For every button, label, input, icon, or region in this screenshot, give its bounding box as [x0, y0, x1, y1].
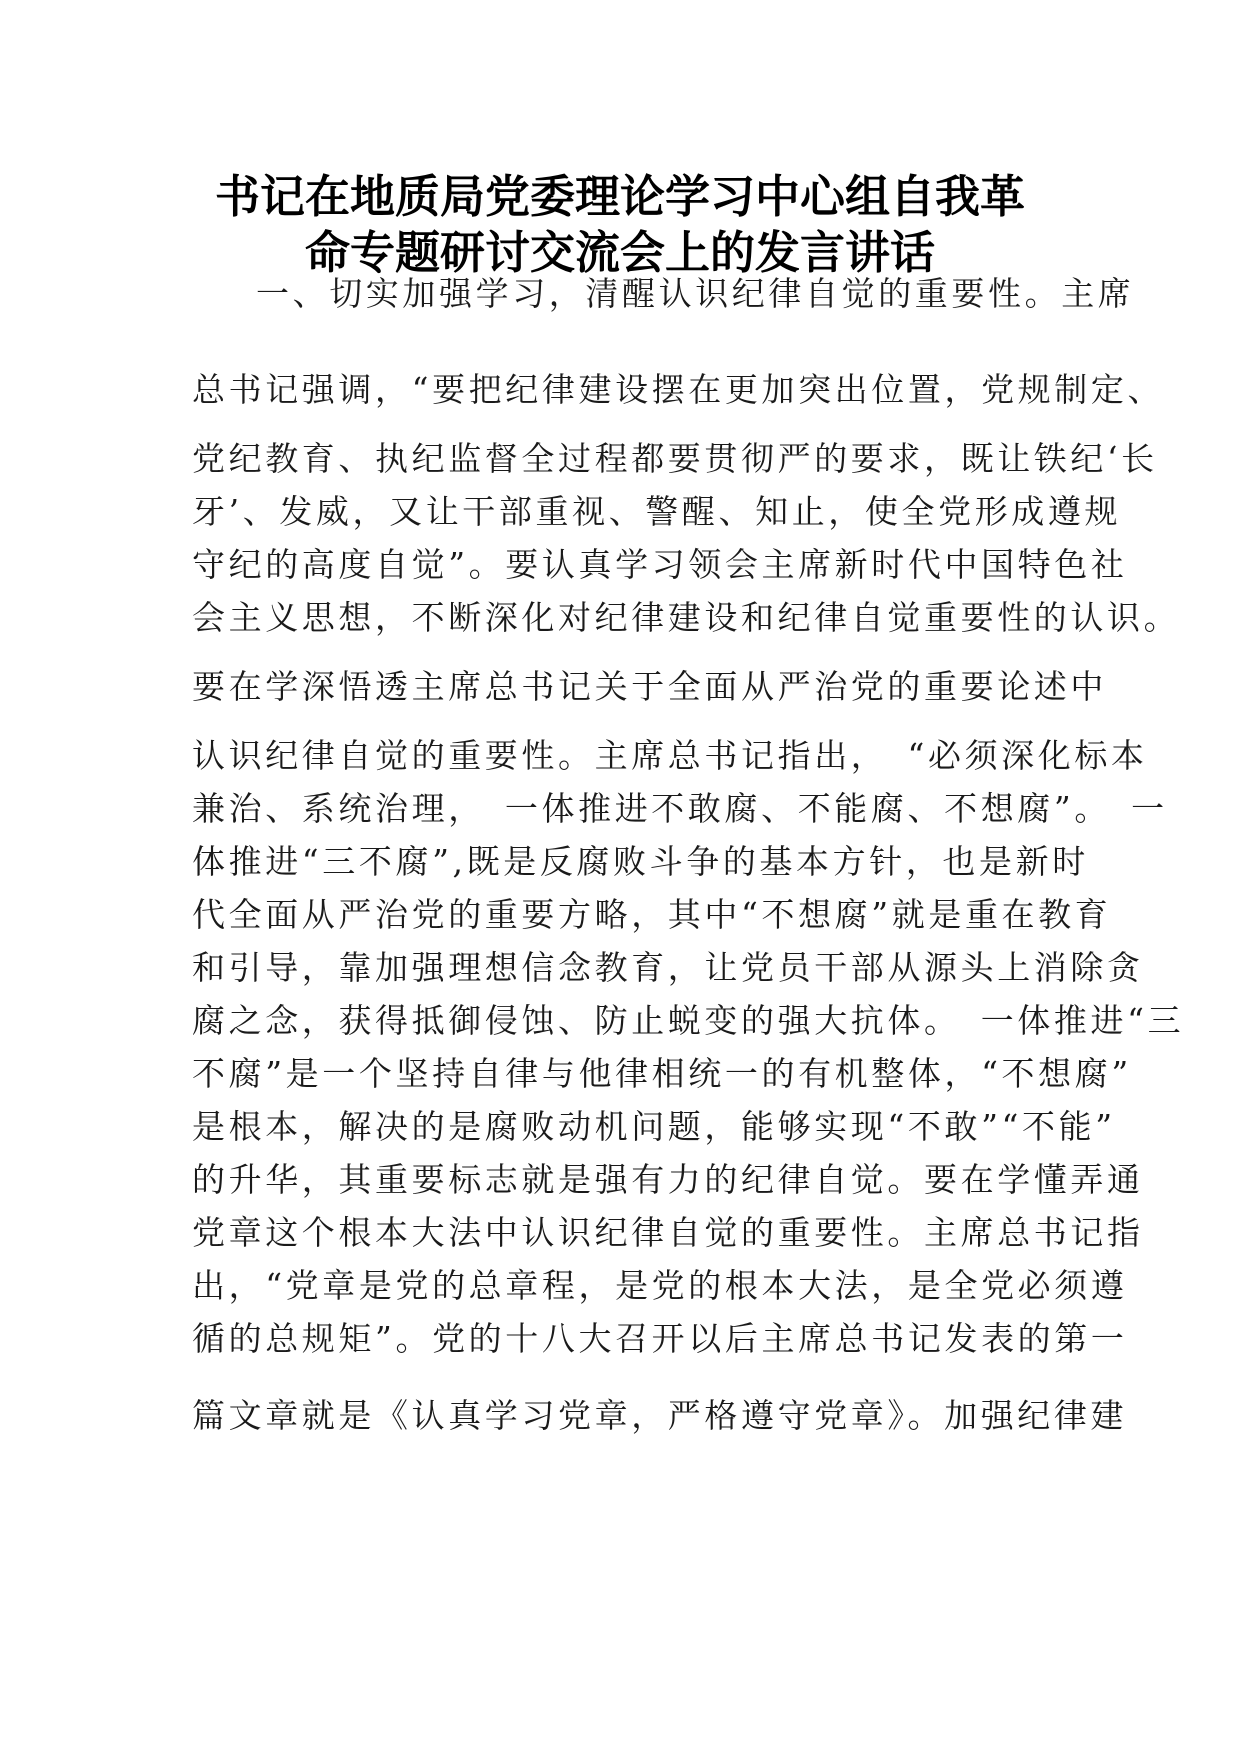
body-line-6: 会主义思想，不断深化对纪律建设和纪律自觉重要性的认识。: [192, 598, 1181, 637]
body-line-12: 和引导，靠加强理想信念教育，让党员干部从源头上消除贪: [192, 948, 1144, 987]
body-line-5: 守纪的高度自觉”。要认真学习领会主席新时代中国特色社: [192, 545, 1128, 584]
body-line-11: 代全面从严治党的重要方略，其中“不想腐”就是重在教育: [192, 895, 1112, 934]
body-line-10: 体推进“三不腐”,既是反腐败斗争的基本方针，也是新时: [192, 842, 1089, 881]
body-line-15: 是根本，解决的是腐败动机问题，能够实现“不敢”“不能”: [192, 1107, 1116, 1146]
body-line-7: 要在学深悟透主席总书记关于全面从严治党的重要论述中: [192, 667, 1107, 706]
body-line-14: 不腐”是一个坚持自律与他律相统一的有机整体，“不想腐”: [192, 1054, 1132, 1093]
body-line-4: 牙’、发威，又让干部重视、警醒、知止，使全党形成遵规: [192, 492, 1122, 531]
document-title-line-1: 书记在地质局党委理论学习中心组自我革: [214, 170, 1025, 223]
body-line-18: 出，“党章是党的总章程，是党的根本大法，是全党必须遵: [192, 1266, 1128, 1305]
body-line-16: 的升华，其重要标志就是强有力的纪律自觉。要在学懂弄通: [192, 1160, 1144, 1199]
body-line-20: 篇文章就是《认真学习党章，严格遵守党章》。加强纪律建: [192, 1396, 1128, 1435]
body-line-8: 认识纪律自觉的重要性。主席总书记指出， “必须深化标本: [192, 736, 1148, 775]
body-line-3: 党纪教育、执纪监督全过程都要贯彻严的要求，既让铁纪‘长: [192, 439, 1158, 478]
body-line-17: 党章这个根本大法中认识纪律自觉的重要性。主席总书记指: [192, 1213, 1144, 1252]
body-line-19: 循的总规矩”。党的十八大召开以后主席总书记发表的第一: [192, 1319, 1128, 1358]
document-title-line-2: 命专题研讨交流会上的发言讲话: [304, 226, 935, 279]
body-line-2: 总书记强调，“要把纪律建设摆在更加突出位置，党规制定、: [192, 370, 1165, 409]
body-line-13: 腐之念，获得抵御侵蚀、防止蜕变的强大抗体。 一体推进“三: [192, 1001, 1185, 1040]
body-line-1: 一、切实加强学习，清醒认识纪律自觉的重要性。主席: [256, 274, 1135, 313]
body-line-9: 兼治、系统治理， 一体推进不敢腐、不能腐、不想腐”。 一: [192, 789, 1168, 828]
